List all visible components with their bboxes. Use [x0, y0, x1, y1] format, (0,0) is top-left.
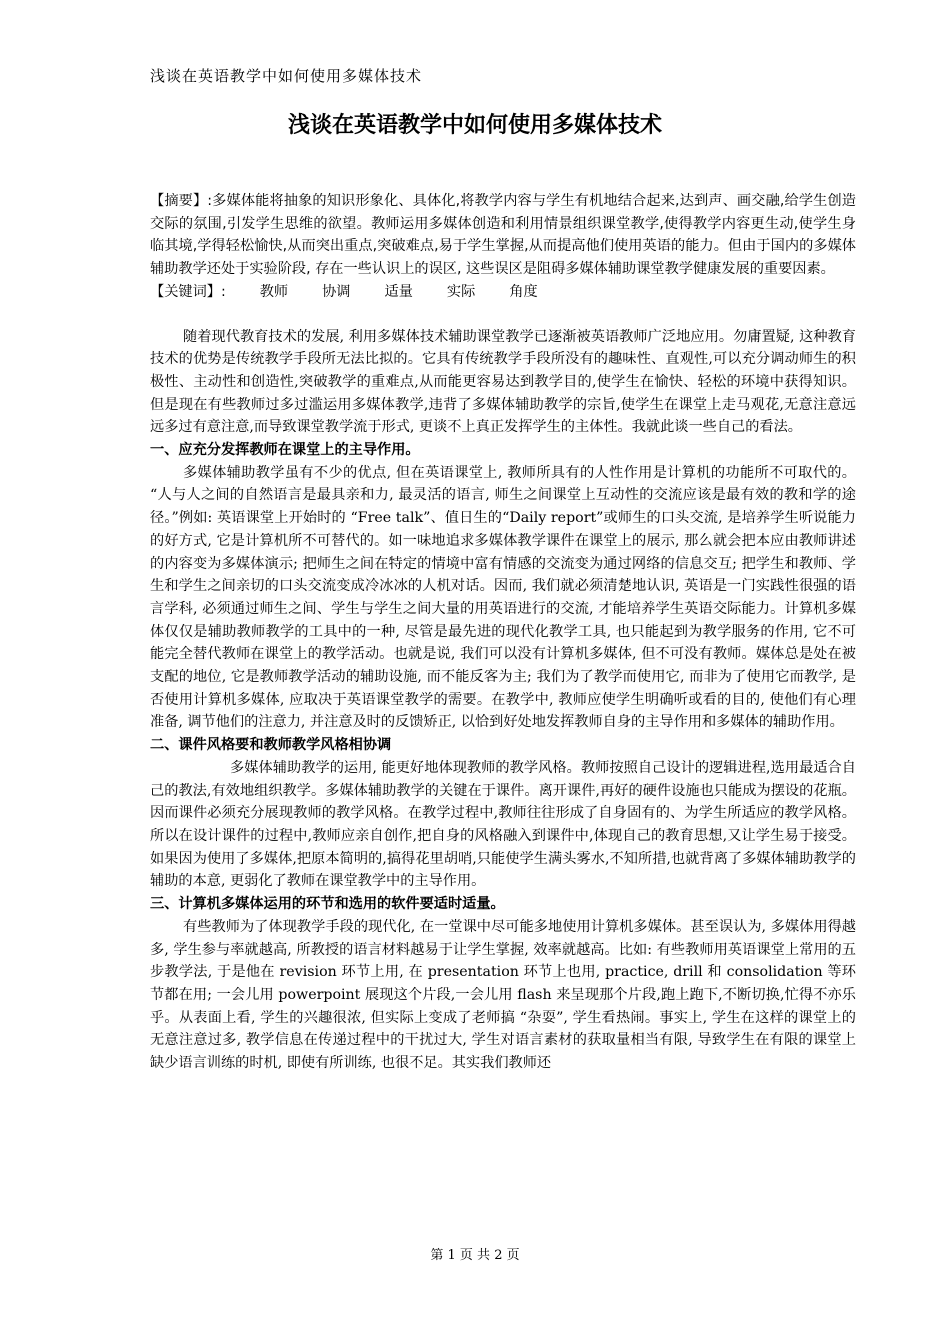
- keyword: 协调: [322, 283, 351, 300]
- section-paragraph: 多媒体辅助教学虽有不少的优点, 但在英语课堂上, 教师所具有的人性作用是计算机的功能所不可取代的。 “人与人之间的自然语言是最具亲和力, 最灵活的语言, 师生之间课堂上互动性的交流应该是最有效的教和学的途径。”例如: 英语课堂上开始时的 “Free talk”、值日生的“Daily report”或师生的口头交流, 是培养学生听说能力的好方式, 它是计算机所不可替代的。如一味地追求多媒体教学课件在课堂上的展示, 那么就会把本应由教师讲述的内容变为多媒体演示; 把师生之间在特定的情境中富有情感的交流变为通过网络的信息交互; 把学生和教师、学生和学生之间亲切的口头交流变成冷冰冰的人机对话。因而, 我们就必须清楚地认识, 英语是一门实践性很强的语言学科, 必须通过师生之间、学生与学生之间大量的用英语进行的交流, 才能培养学生英语交际能力。计算机多媒体仅仅是辅助教师教学的工具中的一种, 尽管是最先进的现代化教学工具, 也只能起到为教学服务的作用, 它不可能完全替代教师在课堂上的教学活动。也就是说, 我们可以没有计算机多媒体, 但不可没有教师。媒体总是处在被支配的地位, 它是教师教学活动的辅助设施, 而不能反客为主; 我们为了教学而使用它, 而非为了使用它而教学, 是否使用计算机多媒体, 应取决于英语课堂教学的需要。在教学中, 教师应使学生明确听或看的目的, 使他们有心理准备, 调节他们的注意力, 并注意及时的反馈矫正, 以恰到好处地发挥教师自身的主导作用和多媒体的辅助作用。: [150, 464, 856, 731]
- keywords-line: [150, 281, 856, 304]
- keyword: 实际: [446, 283, 476, 300]
- keyword: 角度: [509, 283, 538, 300]
- document-title: 浅谈在英语教学中如何使用多媒体技术: [287, 113, 662, 138]
- document-body: [150, 190, 856, 1075]
- page-footer: 第 1 页 共 2 页: [430, 1248, 520, 1263]
- keywords-label: 【关键词】:: [150, 283, 226, 300]
- section-paragraph: 有些教师为了体现教学手段的现代化, 在一堂课中尽可能多地使用计算机多媒体。甚至误认为, 多媒体用得越多, 学生参与率就越高, 所教授的语言材料越易于让学生掌握, 效率就越高。比如: 有些教师用英语课堂上常用的五步教学法, 于是他在 revision 环节上用, 在 presentation 环节上也用, practice, drill 和 consolidation 等环节都在用; 一会儿用 powerpoint 展现这个片段,一会儿用 flash 来呈现那个片段,跑上跑下,不断切换,忙得不亦乐乎。从表面上看, 学生的兴趣很浓, 但实际上变成了老师搞 “杂耍”, 学生看热闹。事实上, 学生在这样的课堂上的无意注意过多, 教学信息在传递过程中的干扰过大, 学生对语言素材的获取量相当有限, 导致学生在有限的课堂上缺少语言训练的时机, 即使有所训练, 也很不足。其实我们教师还: [150, 918, 856, 1072]
- keyword: 适量: [384, 283, 413, 300]
- abstract-block: [150, 190, 856, 304]
- running-header: 浅谈在英语教学中如何使用多媒体技术: [150, 67, 423, 85]
- abstract-text: 【摘要】:多媒体能将抽象的知识形象化、具体化,将教学内容与学生有机地结合起来,达到声、画交融,给学生创造交际的氛围,引发学生思维的欲望。教师运用多媒体创造和利用情景组织课堂教学,使得教学内容更生动,使学生身临其境,学得轻松愉快,从而突出重点,突破难点,易于学生掌握,从而提高他们使用英语的能力。但由于国内的多媒体辅助教学还处于实验阶段, 存在一些认识上的误区, 这些误区是阻碍多媒体辅助课堂教学健康发展的重要因素。: [150, 193, 856, 278]
- intro-paragraph: 随着现代教育技术的发展, 利用多媒体技术辅助课堂教学已逐渐被英语教师广泛地应用。勿庸置疑, 这种教育技术的优势是传统教学手段所无法比拟的。它具有传统教学手段所没有的趣味性、直观性,可以充分调动师生的积极性、主动性和创造性,突破教学的重难点,从而能更容易达到教学目的,使学生在愉快、轻松的环境中获得知识。但是现在有些教师过多过滥运用多媒体教学,违背了多媒体辅助教学的宗旨,使学生在课堂上走马观花,无意注意远远多过有意注意,而导致课堂教学流于形式, 更谈不上真正发挥学生的主体性。我就此谈一些自己的看法。: [150, 328, 856, 436]
- section-heading: 一、应充分发挥教师在课堂上的主导作用。: [150, 442, 420, 459]
- section-heading: 三、计算机多媒体运用的环节和选用的软件要适时适量。: [150, 896, 505, 913]
- section-heading: 二、课件风格要和教师教学风格相协调: [150, 737, 392, 754]
- section-paragraph: 多媒体辅助教学的运用, 能更好地体现教师的教学风格。教师按照自己设计的逻辑进程,选用最适合自己的教法,有效地组织教学。多媒体辅助教学的关键在于课件。离开课件,再好的硬件设施也只能成为摆设的花瓶。因而课件必须充分展现教师的教学风格。在教学过程中,教师往往形成了自身固有的、为学生所适应的教学风格。所以在设计课件的过程中,教师应亲自创作,把自身的风格融入到课件中,体现自己的教育思想,又让学生易于接受。如果因为使用了多媒体,把原本简明的,搞得花里胡哨,只能使学生满头雾水,不知所措,也就背离了多媒体辅助教学的辅助的本意, 更弱化了教师在课堂教学中的主导作用。: [150, 759, 856, 890]
- keyword: 教师: [259, 283, 289, 300]
